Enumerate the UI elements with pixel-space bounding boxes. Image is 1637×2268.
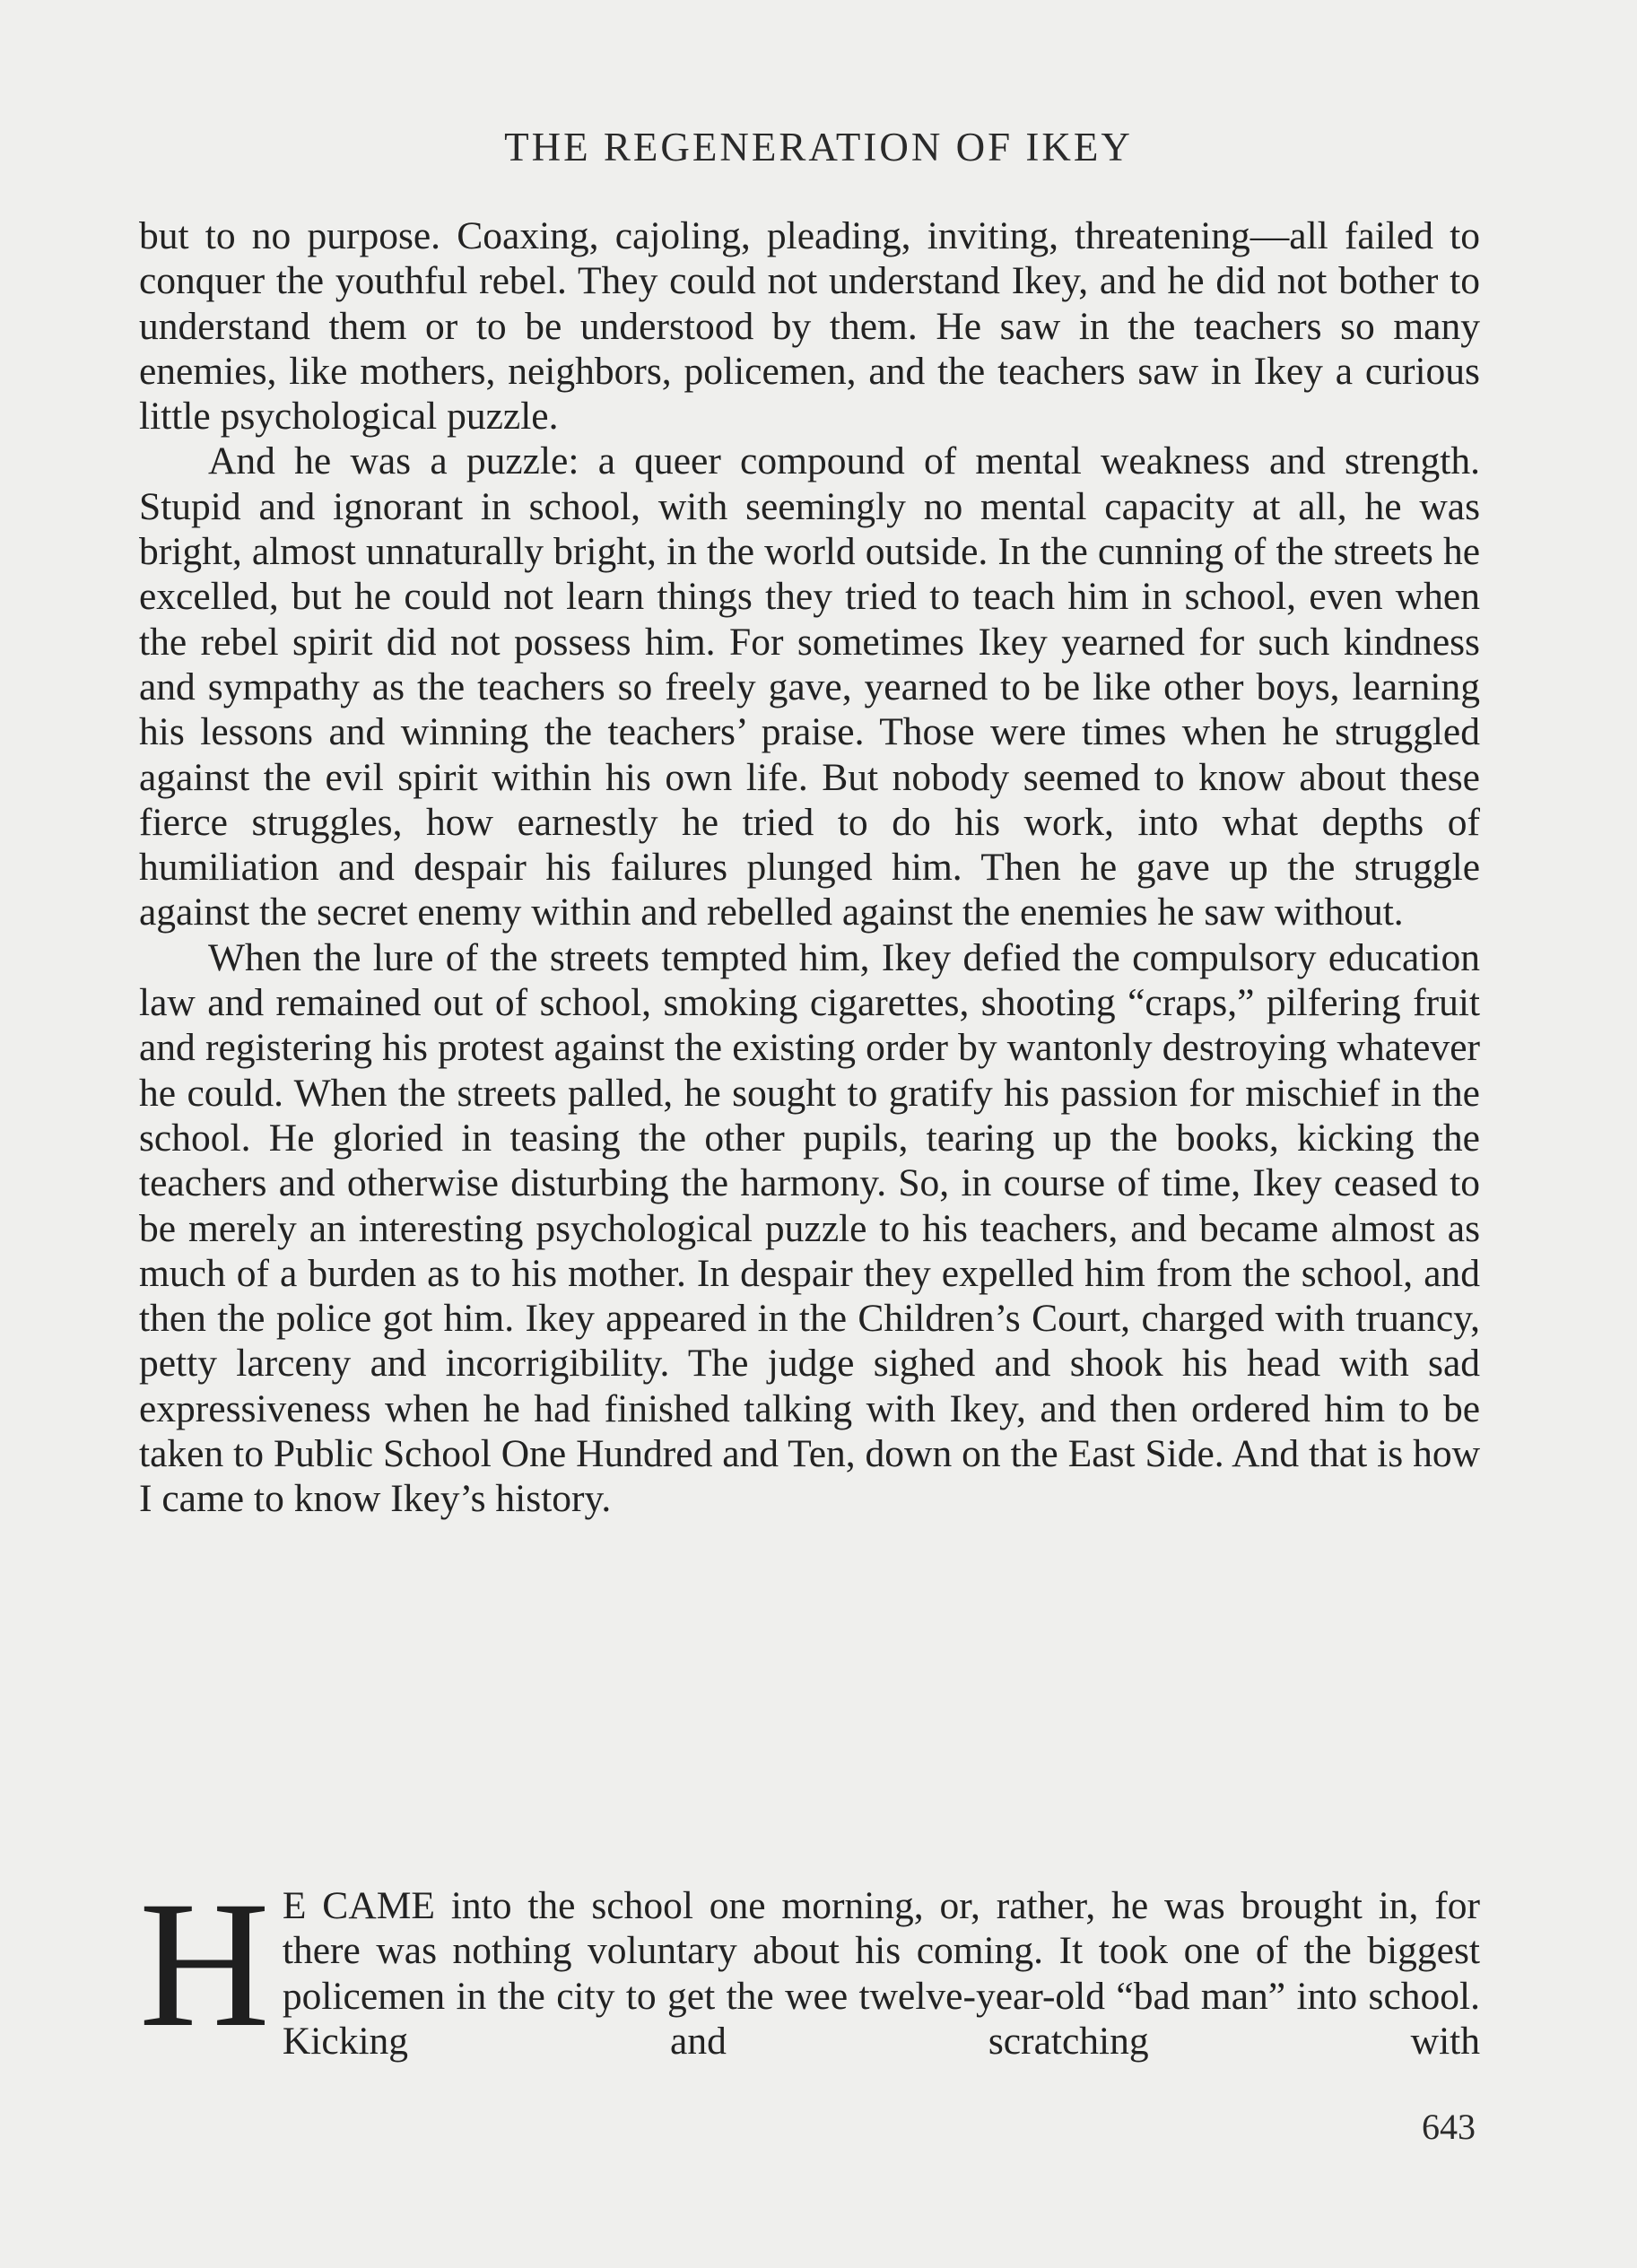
- page-number: 643: [1422, 2107, 1476, 2147]
- paragraph-3: When the lure of the streets tempted him, Ikey defied the compulsory education law and remained out of school, smoking cigarettes, shooting “craps,” pilfering fruit and registering his protest against the existing order by wantonly destroying whatever he could. When the streets palled, he sought to gratify his passion for mischief in the school. He gloried in teasing the other pupils, tearing up the books, kicking the teachers and otherwise disturbing the harmony. So, in course of time, Ikey ceased to be merely an interesting psychological puzzle to his teachers, and became almost as much of a burden as to his mother. In despair they expelled him from the school, and then the police got him. Ikey appeared in the Children’s Court, charged with truancy, petty larceny and incorrigibility. The judge sighed and shook his head with sad expressiveness when he had finished talking with Ikey, and then ordered him to be taken to Public School One Hundred and Ten, down on the East Side. And that is how I came to know Ikey’s history.: [139, 935, 1480, 1521]
- section-paragraph: E CAME into the school one morning, or, rather, he was brought in, for there was nothing voluntary about his coming. It took one of the biggest policemen in the city to get the wee twelve-year-old “bad man” into school. Kicking and scratching with: [282, 1884, 1480, 2063]
- running-head: THE REGENERATION OF IKEY: [504, 125, 1133, 169]
- paragraph-2: And he was a puzzle: a queer compound of mental weakness and strength. Stupid and ignorant in school, with seemingly no mental capacity at all, he was bright, almost unnaturally bright, in the world outside. In the cunning of the streets he excelled, but he could not learn things they tried to teach him in school, even when the rebel spirit did not possess him. For sometimes Ikey yearned for such kindness and sympathy as the teachers so freely gave, yearned to be like other boys, learning his lessons and winning the teachers’ praise. Those were times when he struggled against the evil spirit within his own life. But nobody seemed to know about these fierce struggles, how earnestly he tried to do his work, into what depths of humiliation and despair his failures plunged him. Then he gave up the struggle against the secret enemy within and rebelled against the enemies he saw without.: [139, 439, 1480, 934]
- paragraph-1: but to no purpose. Coaxing, cajoling, pleading, inviting, threatening—all failed to conquer the youthful rebel. They could not understand Ikey, and he did not bother to understand them or to be understood by them. He saw in the teachers so many enemies, like mothers, neighbors, policemen, and the teachers saw in Ikey a curious little psychological puzzle.: [139, 214, 1480, 439]
- body-text: [139, 213, 1480, 1522]
- section-opening: [139, 1864, 1480, 2064]
- drop-cap: H: [139, 1864, 270, 2064]
